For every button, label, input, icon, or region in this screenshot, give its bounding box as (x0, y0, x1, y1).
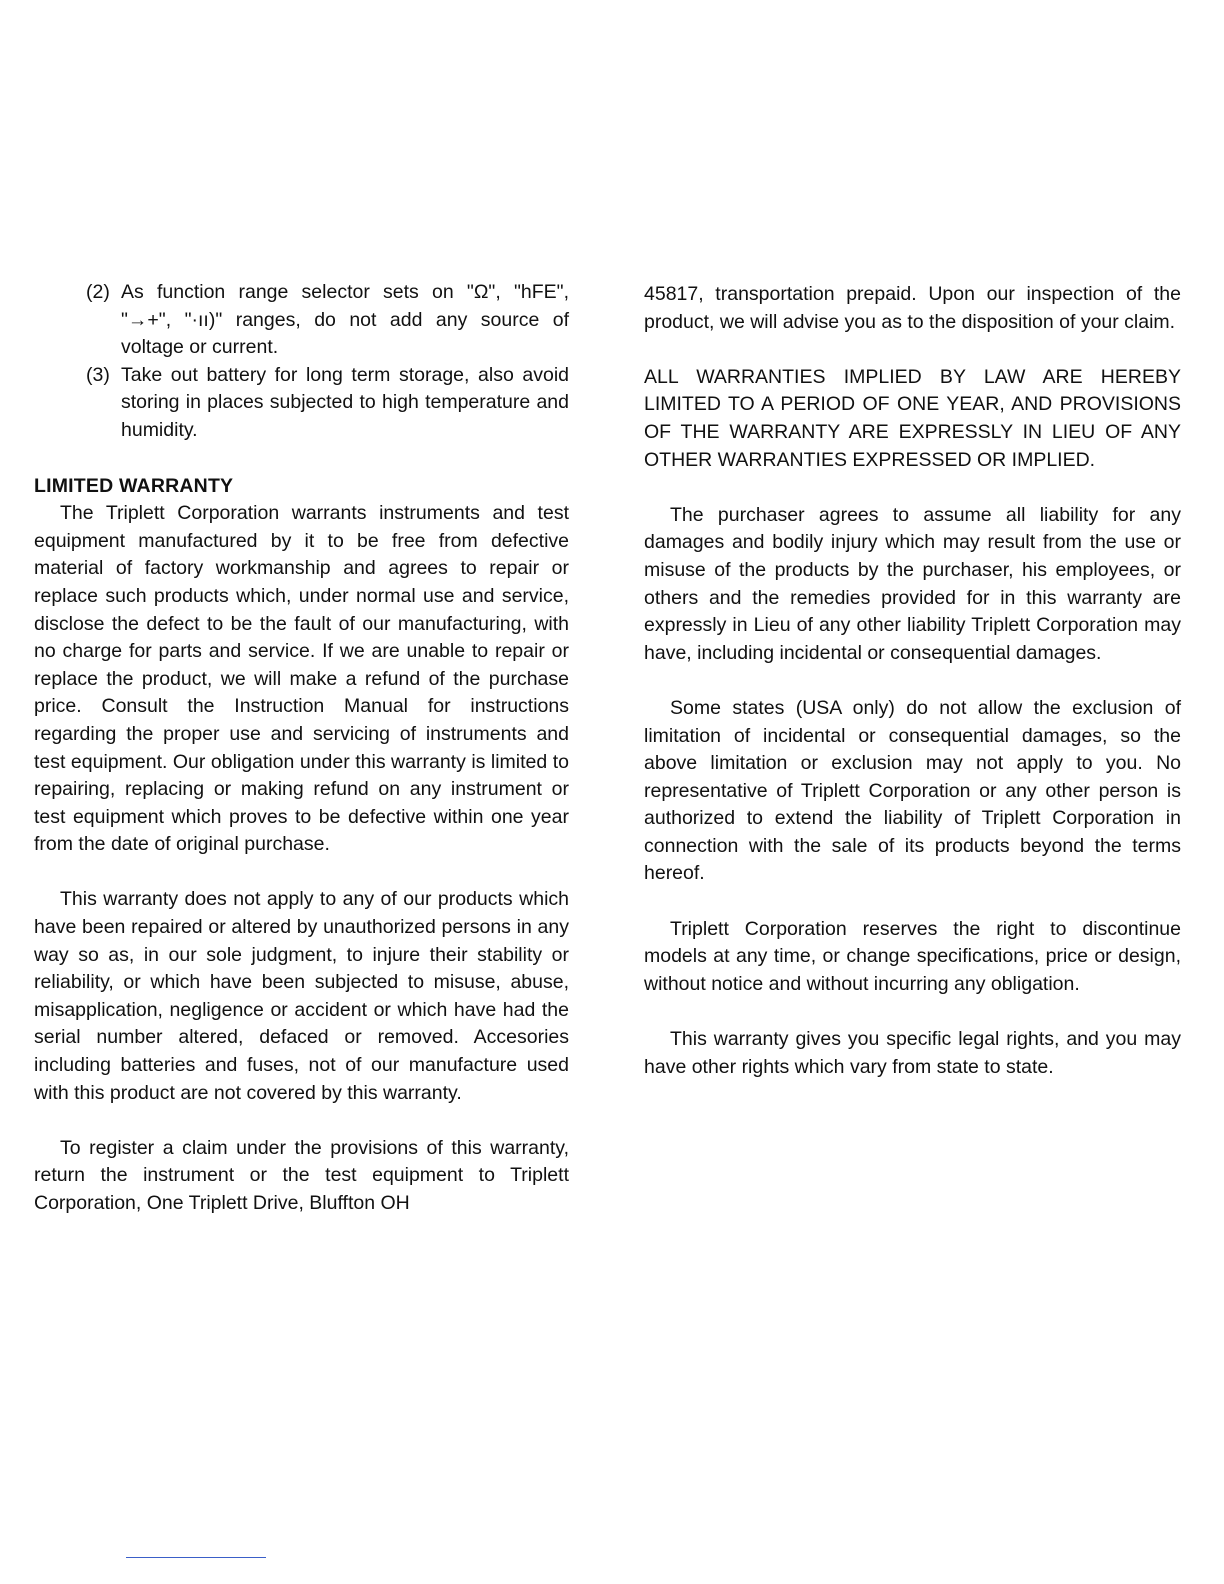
warranty-paragraph: The Triplett Corporation warrants instruments and test equipment manufactured by it to be free from defective material of factory workmanship and agrees to repair or replace such products which, under normal use and service, disclose the defect to be the fault of our manufacturing, with no charge for parts and service. If we are unable to repair or replace the product, we will make a refund of the purchase price. Consult the Instruction Manual for instructions regarding the proper use and servicing of instruments and test equipment. Our obligation under this warranty is limited to repairing, replacing or making refund on any instrument or test equipment which proves to be defective within one year from the date of original purchase. (34, 502, 569, 856)
list-item-number: (2) (86, 281, 110, 303)
list-item (86, 362, 569, 445)
claim-paragraph: To register a claim under the provisions of this warranty, return the instrument or the test equipment to Triplett Corporation, One Triplett Drive, Bluffton OH (34, 1136, 569, 1214)
discontinue-paragraph: Triplett Corporation reserves the right to discontinue models at any time, or change specifications, price or design, without notice and without incurring any obligation. (644, 917, 1181, 995)
list-item-text: As function range selector sets on "Ω", "hFE", "→+", "·ıı)" ranges, do not add any source of voltage or current. (121, 281, 569, 359)
list-item-number: (3) (86, 363, 110, 386)
footer-rule (126, 1557, 266, 1558)
liability-paragraph: The purchaser agrees to assume all liability for any damages and bodily injury which may result from the use or misuse of the products by the purchaser, his employees, or others and the remedies provided for in this warranty are expressly in Lieu of any other liability Triplett Corporation may have, including incidental or consequential damages. (644, 503, 1181, 664)
precautions-list (86, 279, 569, 445)
list-item (86, 279, 569, 362)
list-item-text: Take out battery for long term storage, also avoid storing in places subjected to high temperature and humidity. (121, 363, 569, 441)
warranty-heading: LIMITED WARRANTY (34, 474, 234, 497)
claim-continuation-paragraph: 45817, transportation prepaid. Upon our inspection of the product, we will advise you as to the disposition of your claim. (644, 283, 1181, 333)
left-column (34, 279, 569, 1218)
exclusions-paragraph: This warranty does not apply to any of our products which have been repaired or altered by unauthorized persons in any way so as, in our sole judgment, to injure their stability or reliability, or which have been subjected to misuse, abuse, misapplication, negligence or accident or which have had the serial number altered, defaced or removed. Accesories including batteries and fuses, not of our manufacture used with this product are not covered by this warranty. (34, 888, 569, 1104)
right-column (644, 281, 1181, 1081)
state-law-paragraph: Some states (USA only) do not allow the exclusion of limitation of incidental or consequential damages, so the above limitation or exclusion may not apply to you. No representative of Triplett Corporation or any other person is authorized to extend the liability of Triplett Corporation in connection with the sale of its products beyond the terms hereof. (644, 696, 1181, 885)
legal-rights-paragraph: This warranty gives you specific legal rights, and you may have other rights which vary from state to state. (644, 1028, 1181, 1078)
implied-warranties-paragraph: ALL WARRANTIES IMPLIED BY LAW ARE HEREBY LIMITED TO A PERIOD OF ONE YEAR, AND PROVISIONS OF THE WARRANTY ARE EXPRESSLY IN LIEU OF ANY OTHER WARRANTIES EXPRESSED OR IMPLIED. (644, 365, 1181, 471)
